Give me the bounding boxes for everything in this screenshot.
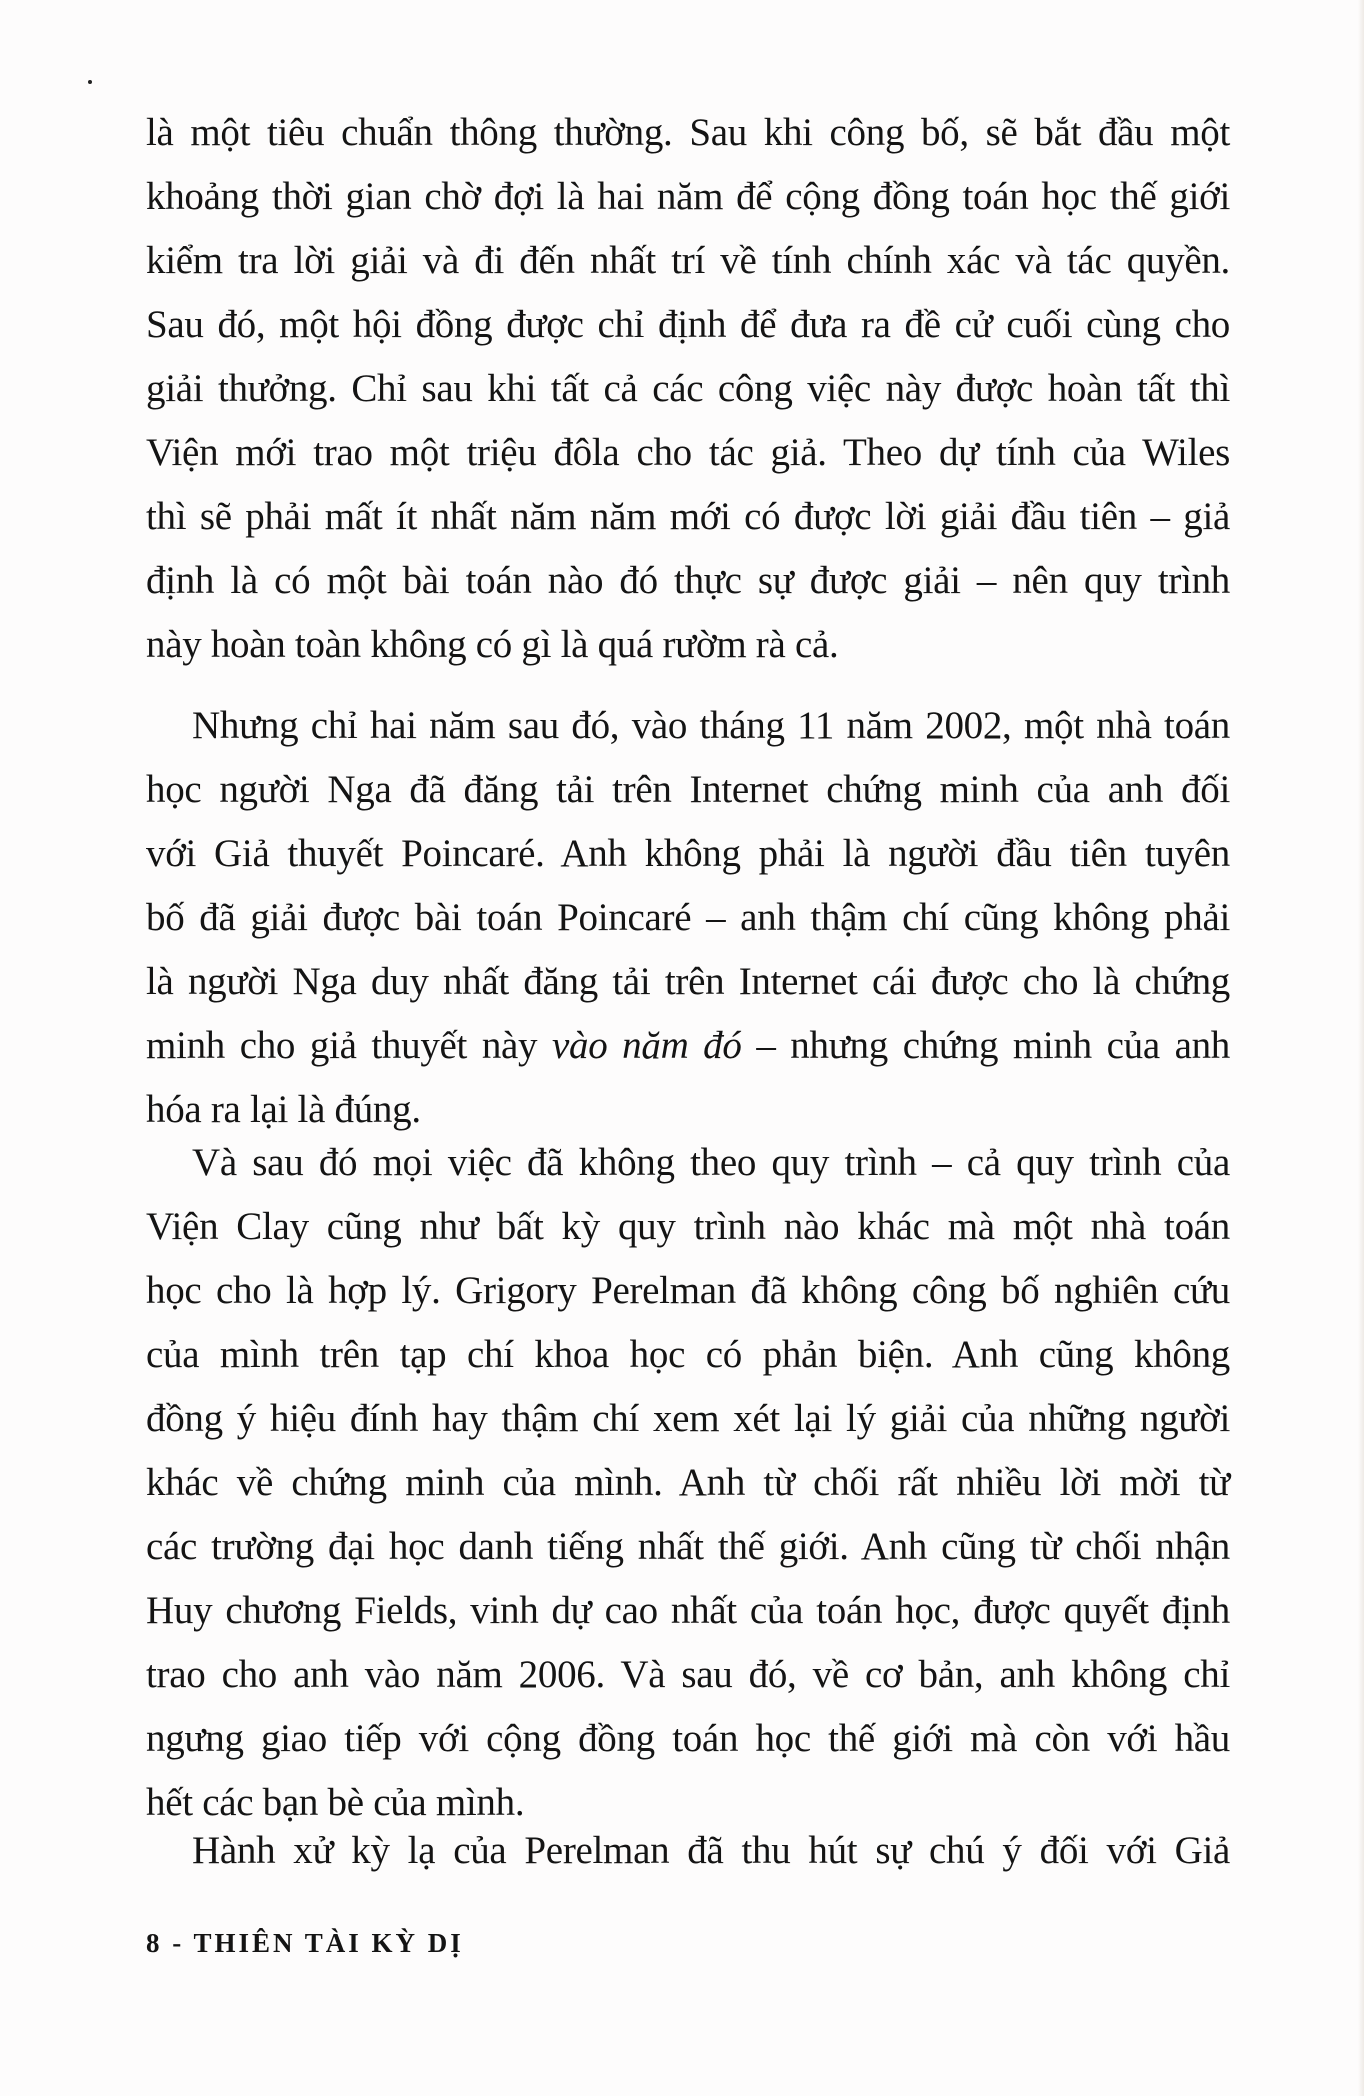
paragraph-1 xyxy=(146,101,1230,677)
text-line: Viện mới trao một triệu đôla cho tác giả. Theo dự tính của Wiles xyxy=(146,431,1230,474)
text-line: ngưng giao tiếp với cộng đồng toán học thế giới mà còn với hầu xyxy=(146,1717,1230,1760)
text-line: với Giả thuyết Poincaré. Anh không phải là người đầu tiên tuyên xyxy=(146,832,1230,875)
text-line: Huy chương Fields, vinh dự cao nhất của toán học, được quyết định xyxy=(146,1589,1230,1632)
text-line: thì sẽ phải mất ít nhất năm năm mới có được lời giải đầu tiên – giả xyxy=(146,495,1230,538)
paragraph-4 xyxy=(146,1819,1230,1883)
text-line: giải thưởng. Chỉ sau khi tất cả các công việc này được hoàn tất thì xyxy=(146,367,1230,410)
italic-text: vào năm đó xyxy=(552,1024,742,1067)
page-edge xyxy=(1358,0,1364,2096)
text-segment: – nhưng chứng minh của anh xyxy=(741,1024,1231,1067)
text-line: này hoàn toàn không có gì là quá rườm rà cả. xyxy=(146,623,839,666)
text-line: hóa ra lại là đúng. xyxy=(146,1088,421,1131)
text-line: của mình trên tạp chí khoa học có phản biện. Anh cũng không xyxy=(146,1333,1230,1376)
text-line: Nhưng chỉ hai năm sau đó, vào tháng 11 năm 2002, một nhà toán xyxy=(192,704,1230,747)
text-line: Hành xử kỳ lạ của Perelman đã thu hút sự chú ý đối với Giả xyxy=(192,1829,1230,1872)
running-footer: 8 - THIÊN TÀI KỲ DỊ xyxy=(146,1928,464,1958)
text-line: học cho là hợp lý. Grigory Perelman đã không công bố nghiên cứu xyxy=(146,1269,1230,1312)
text-line: Và sau đó mọi việc đã không theo quy trình – cả quy trình của xyxy=(192,1141,1230,1184)
text-line: học người Nga đã đăng tải trên Internet chứng minh của anh đối xyxy=(146,768,1230,811)
text-line: kiểm tra lời giải và đi đến nhất trí về tính chính xác và tác quyền. xyxy=(146,239,1230,282)
text-line xyxy=(146,1014,1230,1078)
text-line: Viện Clay cũng như bất kỳ quy trình nào khác mà một nhà toán xyxy=(146,1205,1230,1248)
paragraph-2 xyxy=(146,694,1230,1142)
text-line: Sau đó, một hội đồng được chỉ định để đưa ra đề cử cuối cùng cho xyxy=(146,303,1230,346)
text-line: định là có một bài toán nào đó thực sự được giải – nên quy trình xyxy=(146,559,1230,602)
text-line: khác về chứng minh của mình. Anh từ chối rất nhiều lời mời từ xyxy=(146,1461,1230,1504)
text-line: là một tiêu chuẩn thông thường. Sau khi công bố, sẽ bắt đầu một xyxy=(146,111,1230,154)
text-line: bố đã giải được bài toán Poincaré – anh thậm chí cũng không phải xyxy=(146,896,1230,939)
text-segment: minh cho giả thuyết này xyxy=(146,1024,552,1067)
text-line: khoảng thời gian chờ đợi là hai năm để cộng đồng toán học thế giới xyxy=(146,175,1230,218)
scan-speck xyxy=(88,80,92,84)
text-line: là người Nga duy nhất đăng tải trên Internet cái được cho là chứng xyxy=(146,960,1230,1003)
paragraph-3 xyxy=(146,1131,1230,1835)
text-line: trao cho anh vào năm 2006. Và sau đó, về cơ bản, anh không chỉ xyxy=(146,1653,1230,1696)
text-line: đồng ý hiệu đính hay thậm chí xem xét lại lý giải của những người xyxy=(146,1397,1230,1440)
text-line: hết các bạn bè của mình. xyxy=(146,1781,525,1824)
text-line: các trường đại học danh tiếng nhất thế giới. Anh cũng từ chối nhận xyxy=(146,1525,1230,1568)
